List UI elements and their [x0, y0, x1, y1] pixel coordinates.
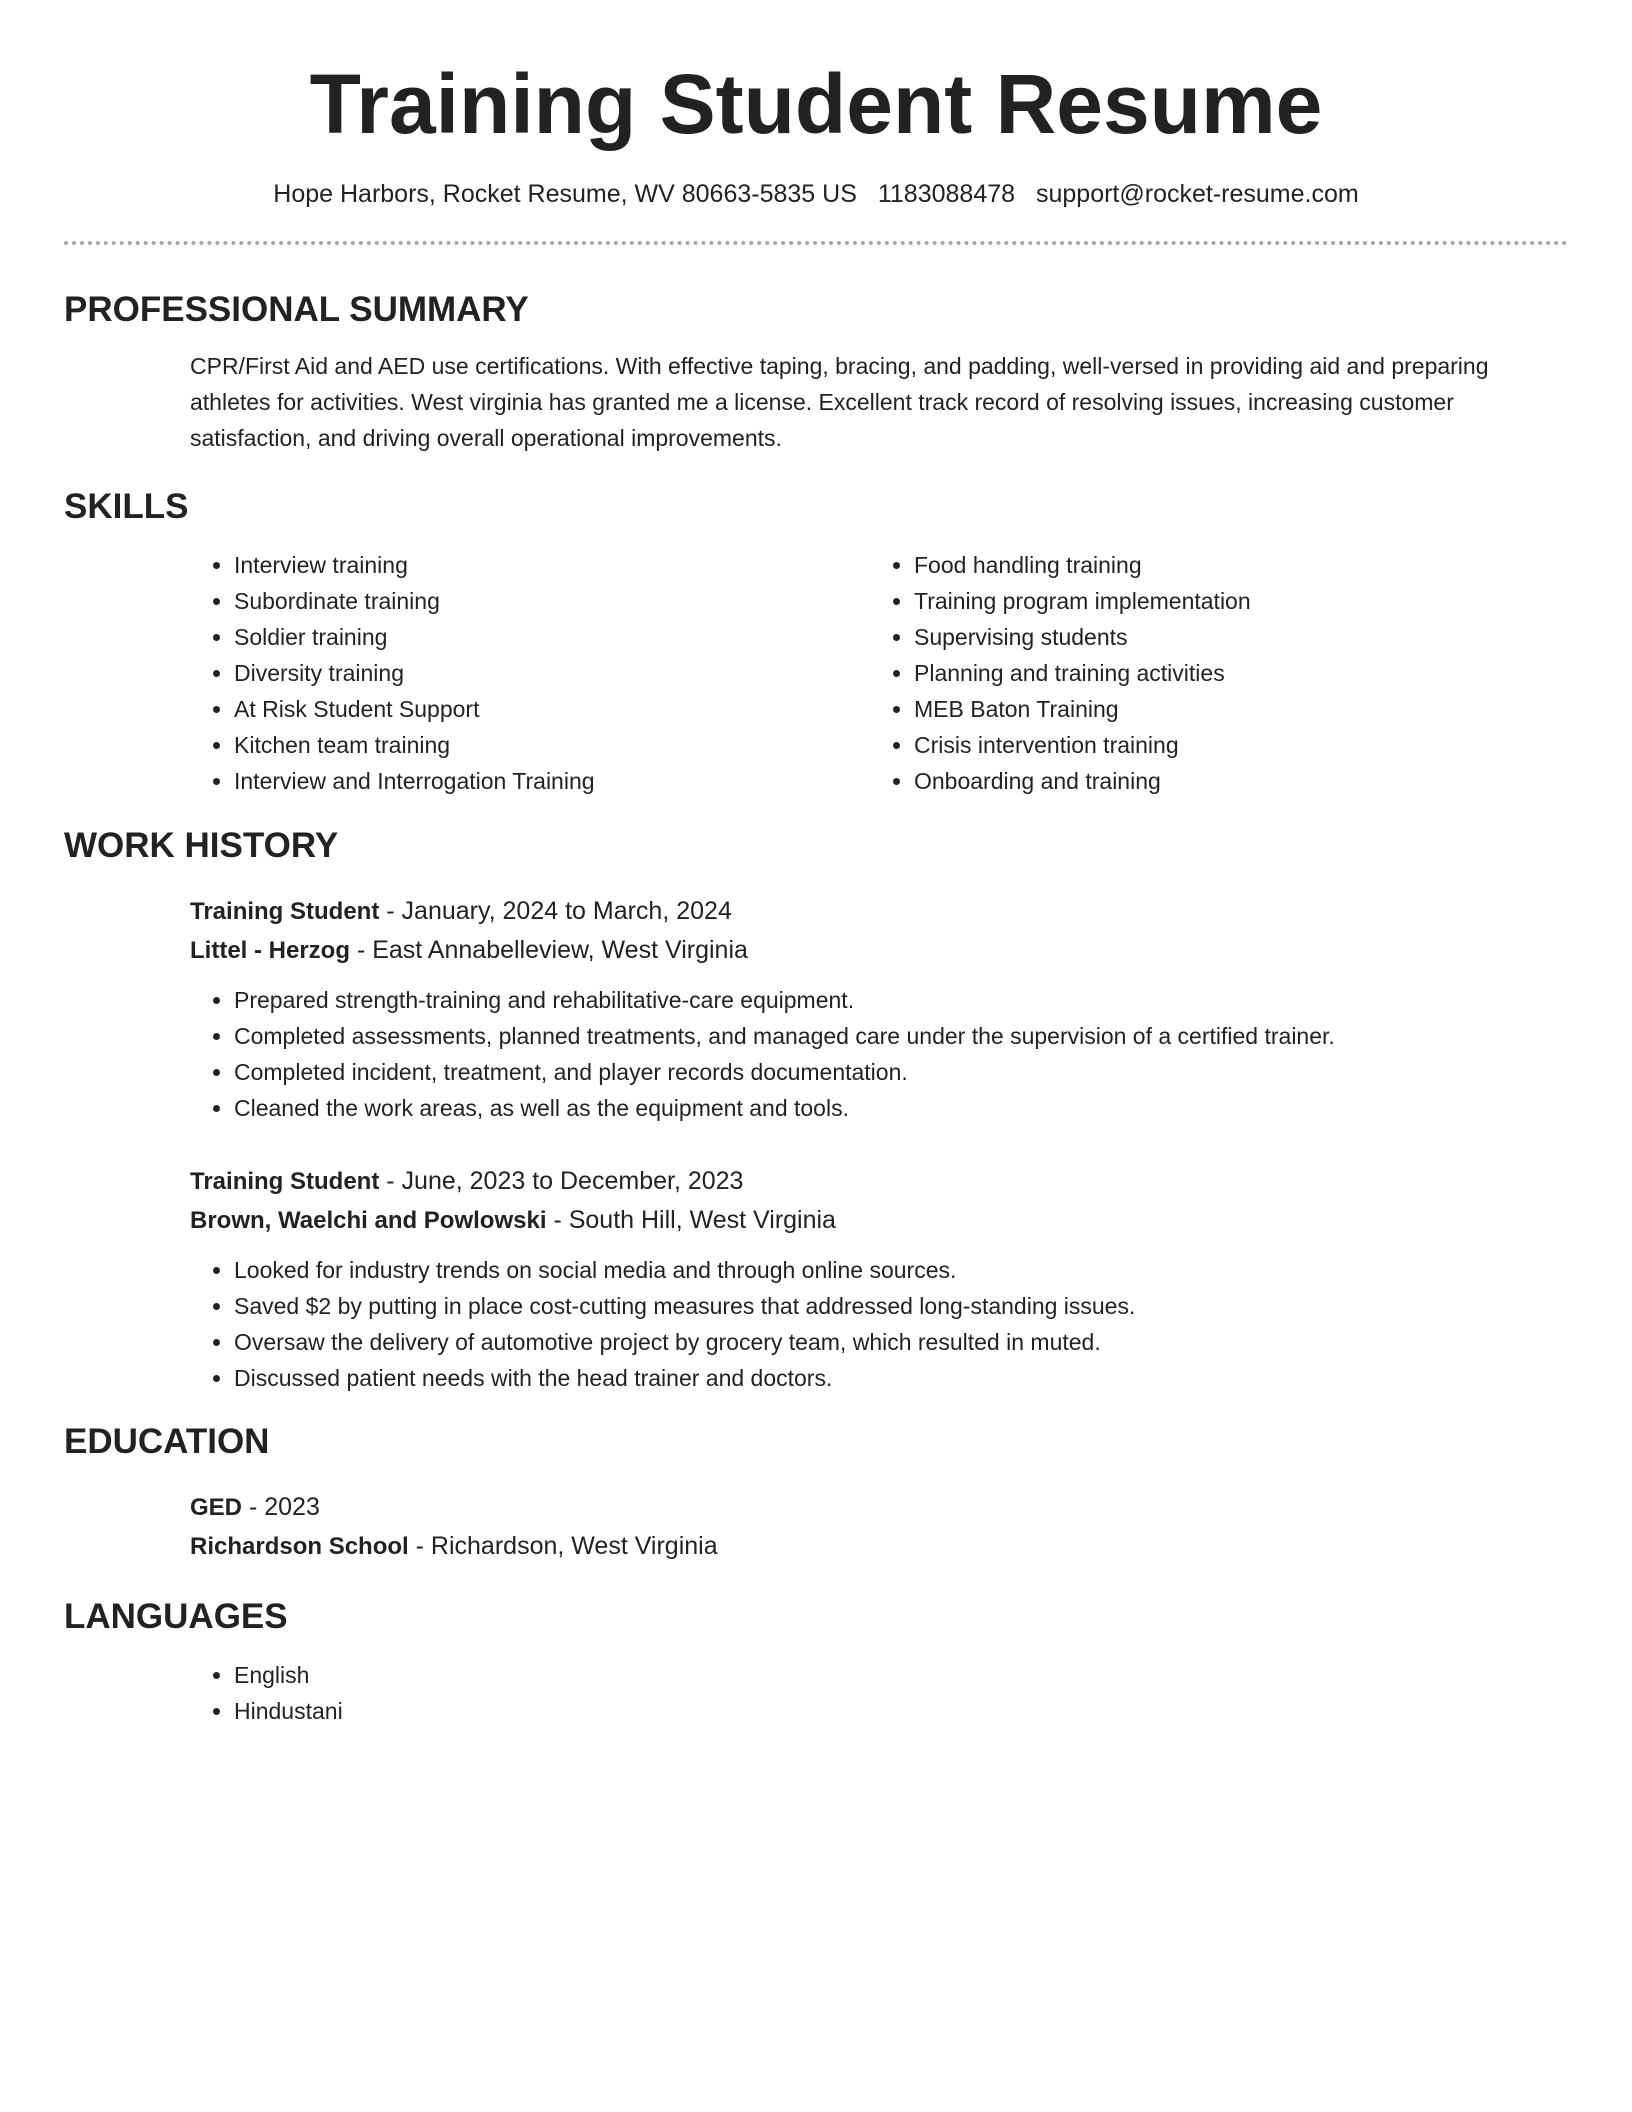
- skills-list-right: [870, 547, 1550, 799]
- contact-phone: 1183088478: [877, 180, 1016, 208]
- skills-grid: [64, 547, 1568, 799]
- skill-item: • Planning and training activities: [914, 655, 1550, 691]
- header-divider: [64, 241, 1568, 245]
- job-company-line: [190, 1201, 1568, 1240]
- summary-heading: PROFESSIONAL SUMMARY: [64, 290, 529, 329]
- job-title: Training Student: [190, 898, 380, 925]
- skill-item: • MEB Baton Training: [914, 691, 1550, 727]
- job-title-line: [190, 892, 1568, 931]
- skills-column-right: [870, 547, 1550, 799]
- skill-item: • Subordinate training: [234, 583, 870, 619]
- summary-text: CPR/First Aid and AED use certifications. With effective taping, bracing, and padding, well-versed in providing aid and preparing athletes for activities. West virginia has granted me a license. Excellent track record of resolving issues, increasing customer satisfaction, and driving overall operational improvements.: [190, 353, 1489, 451]
- job-location: - South Hill, West Virginia: [546, 1206, 836, 1234]
- skill-item: • Soldier training: [234, 619, 870, 655]
- job-duty: • Prepared strength-training and rehabilitative-care equipment.: [234, 982, 1568, 1018]
- job-duty: • Completed incident, treatment, and player records documentation.: [234, 1054, 1568, 1090]
- job-duty: • Completed assessments, planned treatments, and managed care under the supervision of a certified trainer.: [234, 1018, 1568, 1054]
- skills-list-left: [190, 547, 870, 799]
- job-title: Training Student: [190, 1168, 380, 1195]
- skill-item: • Supervising students: [914, 619, 1550, 655]
- job-dates: - June, 2023 to December, 2023: [379, 1167, 744, 1195]
- job-entry: [64, 892, 1568, 1126]
- resume-title: Training Student Resume: [309, 57, 1323, 151]
- job-company-line: [190, 931, 1568, 970]
- contact-email: support@rocket-resume.com: [1035, 180, 1359, 208]
- skill-item: • Onboarding and training: [914, 763, 1550, 799]
- job-duty: • Oversaw the delivery of automotive project by grocery team, which resulted in muted.: [234, 1324, 1568, 1360]
- contact-line: [64, 178, 1568, 210]
- job-title-line: [190, 1162, 1568, 1201]
- language-item: • Hindustani: [234, 1693, 1568, 1729]
- job-duty: • Cleaned the work areas, as well as the equipment and tools.: [234, 1090, 1568, 1126]
- language-item: • English: [234, 1657, 1568, 1693]
- skills-heading: SKILLS: [64, 487, 189, 526]
- languages-block: [64, 1657, 1568, 1729]
- skill-item: • Interview and Interrogation Training: [234, 763, 870, 799]
- skill-item: • Diversity training: [234, 655, 870, 691]
- skill-item: • Crisis intervention training: [914, 727, 1550, 763]
- job-duty: • Saved $2 by putting in place cost-cutting measures that addressed long-standing issues.: [234, 1288, 1568, 1324]
- school-name: Richardson School: [190, 1533, 409, 1560]
- job-company: Brown, Waelchi and Powlowski: [190, 1207, 547, 1234]
- degree-line: [190, 1488, 1568, 1527]
- skill-item: • At Risk Student Support: [234, 691, 870, 727]
- job-location: - East Annabelleview, West Virginia: [350, 936, 748, 964]
- job-duties: [190, 982, 1568, 1126]
- education-heading: EDUCATION: [64, 1422, 270, 1461]
- degree-year: - 2023: [242, 1493, 320, 1521]
- languages-heading: LANGUAGES: [64, 1597, 288, 1636]
- degree: GED: [190, 1494, 243, 1521]
- job-duties: [190, 1252, 1568, 1396]
- skill-item: • Food handling training: [914, 547, 1550, 583]
- skill-item: • Interview training: [234, 547, 870, 583]
- skill-item: • Training program implementation: [914, 583, 1550, 619]
- job-company: Littel - Herzog: [190, 937, 350, 964]
- languages-list: [190, 1657, 1568, 1729]
- job-duty: • Looked for industry trends on social media and through online sources.: [234, 1252, 1568, 1288]
- school-line: [190, 1527, 1568, 1566]
- education-entry: [64, 1488, 1568, 1566]
- school-location: - Richardson, West Virginia: [408, 1532, 718, 1560]
- contact-address: Hope Harbors, Rocket Resume, WV 80663-5835 US: [273, 180, 857, 208]
- job-entry: [64, 1162, 1568, 1396]
- skill-item: • Kitchen team training: [234, 727, 870, 763]
- skills-column-left: [190, 547, 870, 799]
- work-heading: WORK HISTORY: [64, 826, 339, 865]
- job-duty: • Discussed patient needs with the head trainer and doctors.: [234, 1360, 1568, 1396]
- job-dates: - January, 2024 to March, 2024: [379, 897, 732, 925]
